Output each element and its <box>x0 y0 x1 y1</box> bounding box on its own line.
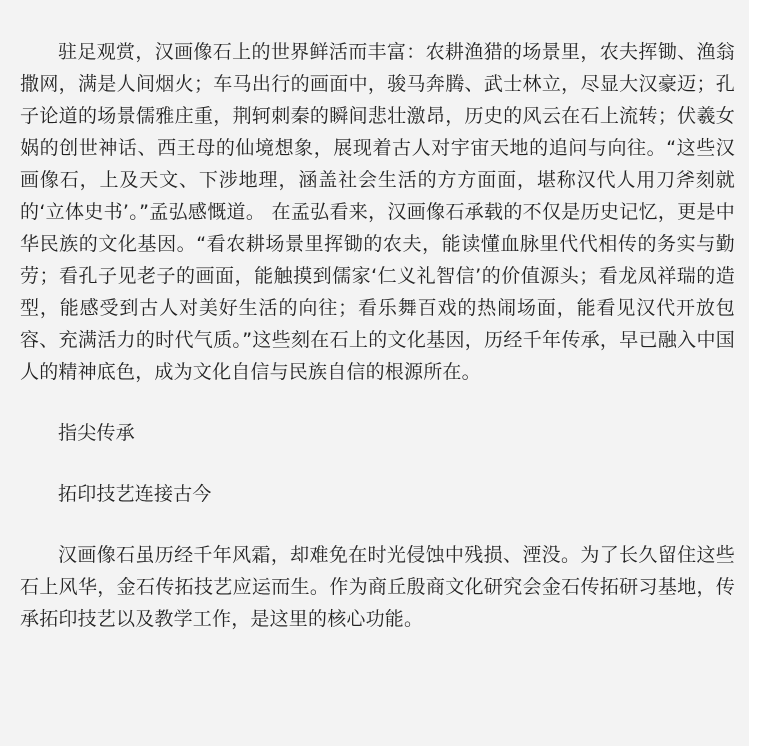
section-title: 指尖传承 <box>58 422 135 444</box>
scrollbar[interactable] <box>749 0 760 746</box>
section-subtitle: 拓印技艺连接古今 <box>58 483 212 505</box>
article-paragraph: 驻足观赏，汉画像石上的世界鲜活而丰富：农耕渔猎的场景里，农夫挥锄、渔翁撒网，满是人间烟火；车马出行的画面中，骏马奔腾、武士林立，尽显大汉豪迈；孔子论道的场景儒雅庄重，荆轲刺秦的瞬间悲壮激昂，历史的风云在石上流转；伏羲女娲的创世神话、西王母的仙境想象，展现着古人对宇宙天地的追问与向往。“这些汉画像石，上及天文、下涉地理，涵盖社会生活的方方面面，堪称汉代人用刀斧刻就的‘立体史书’。”孟弘感慨道。 在孟弘看来，汉画像石承载的不仅是历史记忆，更是中华民族的文化基因。“看农耕场景里挥锄的农夫，能读懂血脉里代代相传的务实与勤劳；看孔子见老子的画面，能触摸到儒家‘仁义礼智信’的价值源头；看龙凤祥瑞的造型，能感受到古人对美好生活的向往；看乐舞百戏的热闹场面，能看见汉代开放包容、充满活力的时代气质。”这些刻在石上的文化基因，历经千年传承，早已融入中国人的精神底色，成为文化自信与民族自信的根源所在。 <box>20 41 735 383</box>
article-body <box>20 36 735 635</box>
article-paragraph: 汉画像石虽历经千年风霜，却难免在时光侵蚀中残损、湮没。为了长久留住这些石上风华，金石传拓技艺应运而生。作为商丘殷商文化研究会金石传拓研习基地，传承拓印技艺以及教学工作，是这里的核心功能。 <box>20 544 735 630</box>
